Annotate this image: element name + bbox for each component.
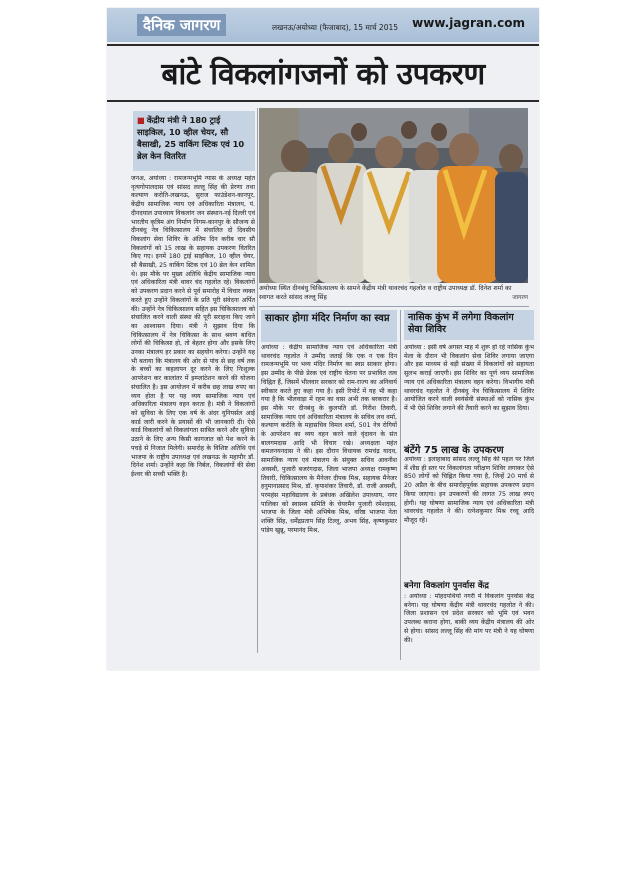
story2-heading: साकार होगा मंदिर निर्माण का स्वप्न xyxy=(261,310,397,342)
deck-text: केंद्रीय मंत्री ने 180 ट्राई साइकिल, 10 व्हील चेयर, सौ बैसाखी, 25 वाकिंग स्टिक एवं 10 ब्रेल केन वितरित xyxy=(137,115,245,161)
website-url: www.jagran.com xyxy=(412,16,525,30)
story4-text: अयोध्या : इलाहाबाद सांसद लल्लू सिंह की पहल पर जिले में शीघ्र ही स्तर पर विकलांगता परीक्षण शिविर लगाकर ऐसे 850 लोगों को चिह्नित किया गया है, जिन्हें 20 मार्च से 20 अप्रैल के बीच समारोहपूर्वक सहायक उपकरण प्रदान किया जाएगा। इन उपकरणों की लागत 75 लाख रुपए होगी। यह घोषणा सामाजिक न्याय एवं अधिकारिता मंत्री थावरचंद गहलोत ने की। रत्नेशकुमार मिश्र रच्चू आदि मौजूद रहे। xyxy=(404,456,534,524)
story4-heading: बंटेंगे 75 लाख के उपकरण xyxy=(404,445,504,456)
caption-text: अयोध्या स्थित दीनबंधु चिकित्सालय के सामने केंद्रीय मंत्री थावरचंद गहलोत व राष्ट्रीय उपाध्यक्ष डॉ. दिनेश शर्मा का स्वागत करते सांसद लल्लू सिंह xyxy=(259,285,512,301)
deck-box xyxy=(133,111,255,171)
masthead-rule xyxy=(107,44,539,46)
main-headline: बांटे विकलांगजनों को उपकरण xyxy=(161,57,485,92)
newspaper-clipping xyxy=(107,8,539,670)
article-column-1: जनअ, अयोध्या : रामजन्मभूमि न्यास के अध्यक्ष महंत नृत्यगोपालदास एवं सांसद लल्लू सिंह की प्रेरणा तथा कल्याण करोति-लखनऊ, सुराज फाउंडेशन-कानपुर, केंद्रीय सामाजिक न्याय एवं अधिकारिता मंत्रालय, पं. दीनदयाल उपाध्याय विकलांग जन संस्थान-नई दिल्ली एवं भारतीय कृत्रिम अंग निर्माण निगम-कानपुर के सौजन्य से दीनबंधु नेत्र चिकित्सालय में संचालित दो दिवसीय विकलांग सेवा शिविर के अंतिम दिन करीब चार सौ विकलांगों को 15 लाख के सहायक उपकरण वितरित किए गए। इनमें 180 ट्राई साइकिल, 10 व्हील चेयर, सौ बैसाखी, 25 वाकिंग स्टिक एवं 10 ब्रेल केन शामिल थे। इस मौके पर मुख्य अतिथि केंद्रीय सामाजिक न्याय एवं अधिकारिता मंत्री थावर चंद गहलोत रहे। विकलांगों को उपकरण प्रदान करने से पूर्व समारोह में विचार व्यक्त करते हुए उन्होंने विकलांगों के प्रति पूरी संवेदना अर्पित की। उन्होंने नेत्र चिकित्सालय सहित इस चिकित्सालय को संचालित करने वाली संस्था की पूरी सराहना किए जाने का आश्वासन दिया। मंत्री ने सुझाव दिया कि चिकित्सालय में नेत्र चिकित्सा के साथ श्रवण बाधित लोगों की चिकित्सा हो, तो बेहतर होगा और इसके लिए उनका मंत्रालय हर प्रकार का सहयोग करेगा। उन्होंने यह भी बताया कि मंत्रालय की ओर से पांच से छह वर्ष तक के बच्चों का कहलापन दूर करने के लिए निःशुल्क आपरेशन कर कालांतर में इम्प्लांटेशन करने की योजना संचालित है। इस आयोजन में करीब छह लाख रुपए का व्यय होता है पर यह व्यय सामाजिक न्याय एवं अधिकारिता मंत्रालय वहन करता है। मंत्री ने विकलांगों को सुविधा के लिए एक वर्ष के अंदर युनियर्सल आई कार्ड जारी करने के प्रयासों की भी जानकारी दी। ऐसे कार्ड विकलांगों को विकलांगता साबित करने और सुविधा उठाने के लिए अन्य किसी कागजात को पेश करने के पचड़े से निजात मिलेगी। समारोह के विशिष्ट अतिथि एवं भाजपा के राष्ट्रीय उपाध्यक्ष एवं लखनऊ के महापौर डॉ. दिनेश शर्मा। उन्होंने कहा कि निर्बल, विकलांगों की सेवा ईश्वर की सच्ची भक्ति है। xyxy=(131,175,255,478)
story2-text: अयोध्या : केंद्रीय सामाजिक न्याय एवं अधिकारिता मंत्री थावरचंद गहलोत ने उम्मीद जताई कि एक न एक दिन रामजन्मभूमि पर भव्य मंदिर निर्माण का स्वप्न साकार होगा। इस उम्मीद के पीछे प्रेरक एवं राष्ट्रीय चेतना पर प्रभावित तत्व चिह्नित हैं, जिसमें भीलवार सरकार को राम-राज्य का अनिवार्य स्वीकार करते हुए कहा गया है। इसी रिपोर्ट में यह भी कहा गया है कि भीलवाड़ा में रहम का वास अभी तक बरकरार है। इस मौके पर दीनबंधु के कुलपति डॉ. गिरीश तिवारी, सामाजिक न्याय एवं अधिकारिता मंत्रालय के सचिव लव वर्मा, कल्याण करोति के महासचिव विमल शर्मा, 501 नेत्र रोगियों के आपरेशन का व्यय वहन करने वाले वृंदावन के संत बालगमदास आदि भी विचार रखे। अध्यक्षता महंत कमलनयनदास ने की। इस दौरान विधायक रामचंद्र यादव, सामाजिक न्याय एवं मंत्रालय के संयुक्त सचिव आवनीश अवस्थी, पुजारी बजरंगदास, जिला भाजपा अध्यक्ष रामकृष्ण तिवारी, चिकित्सालय के मैनेजर दीपक मिश्र, सहायक मैनेजर हनुमानप्रसाद मिश्र, डॉ. कृपाशंकर तिवारी, डॉ. राजी अवस्थी, परमहंस महाविद्यालय के प्रबंधक अखिलेश उपाध्याय, नगर पालिका को स्वास्थ्य समिति के चेयरमैन पुजारी रमेशदास, भाजपा के जिला मंत्री अभिषेक मिश्र, वरिष्ठ भाजपा नेता शक्ति सिंह, धर्मेंद्रप्रताप सिंह टिल्लू, अभय सिंह, कृष्णकुमार पांडेय खुन्नू, परमानंद मिश्र, xyxy=(261,344,397,534)
group-photo-icon xyxy=(259,108,528,283)
story3-heading: नासिक कुंभ में लगेगा विकलांग सेवा शिविर xyxy=(404,310,534,340)
headline-rule xyxy=(107,100,539,102)
section-rule xyxy=(259,306,529,307)
story5-text: : अयोध्या : मोहदपथियों नगरी में विकलांग पुनर्वास केंद्र बनेगा। यह घोषणा केंद्रीय मंत्री थावरचंद गहलोत ने की। जिला प्रशासन एवं प्रदेश सरकार को भूमि एवं भवन उपलब्ध कराना होगा, बाकी व्यय केंद्रीय मंत्रालय की ओर से होगा। सांसद लल्लू सिंह की मांग पर मंत्री ने यह घोषणा की। xyxy=(404,593,534,644)
bullet-icon: ■ xyxy=(137,115,145,125)
news-photo xyxy=(259,108,528,283)
story3-text: अयोध्या : इसी वर्ष अगस्त माह में शुरू हो रहे नासिक कुंभ मेला के दौरान भी विकलांग सेवा शिविर लगाया जाएगा और इस माध्यम से बड़ी संख्या में विकलांगों को सहायता सुलभ कराई जाएगी। इस शिविर का पूर्ण व्यय सामाजिक न्याय एवं अधिकारिता मंत्रालय वहन करेगा। विभागीय मंत्री थावरचंद गहलोत ने दीनबंधु नेत्र चिकित्सालय में शिविर आयोजित करने वाली स्वयंसेवी संस्थाओं को नासिक कुंभ में भी ऐसे शिविर लगाने की तैयारी करने का सुझाव दिया। xyxy=(404,344,534,412)
masthead xyxy=(107,8,539,42)
column-divider xyxy=(257,108,258,653)
column-divider xyxy=(400,310,401,660)
photo-credit: जागरण xyxy=(512,294,528,301)
photo-caption xyxy=(259,285,528,302)
newspaper-logo: दैनिक जागरण xyxy=(137,14,226,36)
story5-heading: बनेगा विकलांग पुनर्वास केंद्र xyxy=(404,581,489,591)
place-date: लखनऊ/अयोध्या (फैजाबाद), 15 मार्च 2015 xyxy=(272,23,399,32)
